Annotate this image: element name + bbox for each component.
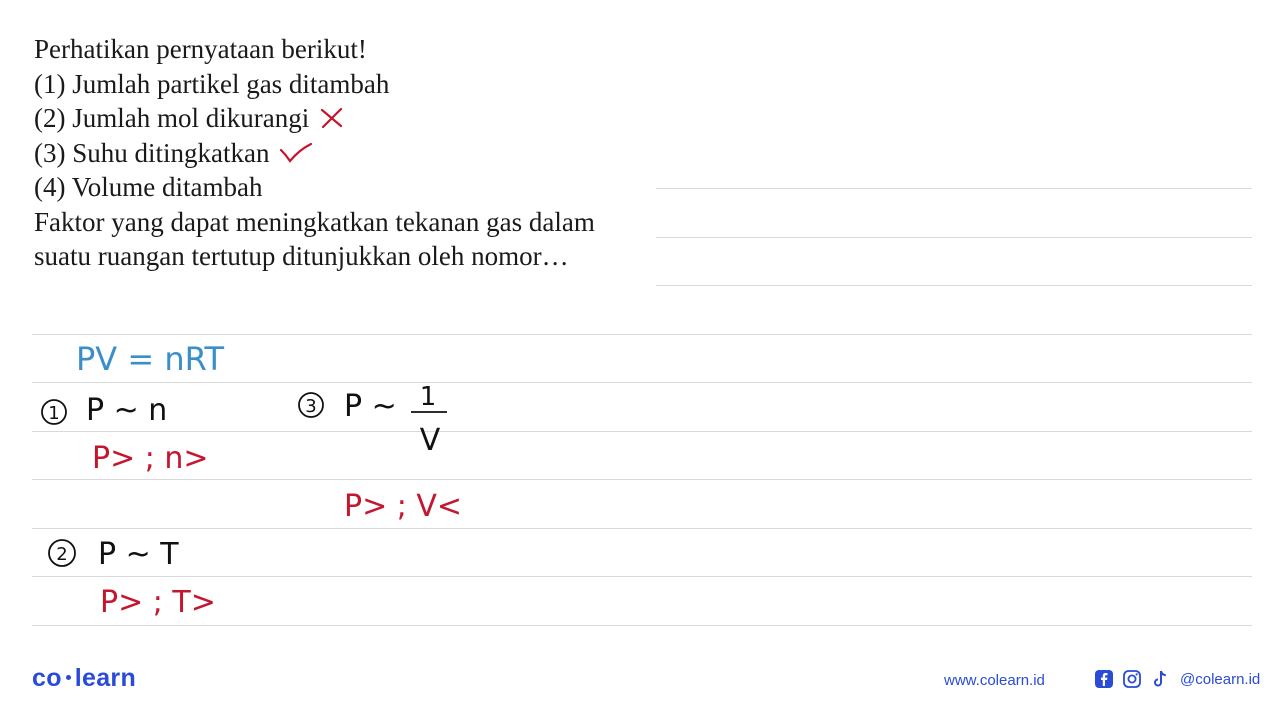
question-prompt-line-2: suatu ruangan tertutup ditunjukkan oleh nomor…: [34, 241, 569, 271]
tiktok-icon[interactable]: [1150, 669, 1170, 689]
logo-dot: [66, 675, 71, 680]
formula-pv-nrt: PV = nRT: [76, 340, 225, 378]
item-3-label: 3: [305, 396, 317, 417]
item-1-result: P> ; n>: [92, 441, 209, 476]
statement-3-text: (3) Suhu ditingkatkan: [34, 137, 270, 168]
item-2-label: 2: [56, 544, 68, 565]
item-2-result: P> ; T>: [100, 585, 216, 620]
item-3-fraction-numerator: 1: [419, 382, 437, 412]
logo-right-text: learn: [74, 664, 137, 692]
item-2-relation: P ~ T: [98, 537, 179, 572]
instagram-icon[interactable]: [1122, 669, 1142, 689]
item-3-relation: P ~: [344, 389, 397, 424]
item-1-relation: P ~ n: [86, 393, 168, 428]
social-handle[interactable]: @colearn.id: [1180, 670, 1261, 688]
question-prompt-line-1: Faktor yang dapat meningkatkan tekanan gas dalam: [34, 206, 595, 237]
statement-2-text: (2) Jumlah mol dikurangi: [34, 103, 310, 133]
item-3-result: P> ; V<: [344, 489, 463, 524]
statement-1-text: (1) Jumlah partikel gas ditambah: [34, 68, 390, 99]
question-line-intro: Perhatikan pernyataan berikut!: [34, 34, 367, 64]
colearn-logo[interactable]: [32, 664, 136, 693]
logo-left-text: co: [32, 664, 62, 692]
statement-4-text: (4) Volume ditambah: [34, 172, 263, 202]
item-3-fraction-denominator: V: [419, 423, 441, 458]
item-1-label: 1: [48, 403, 60, 424]
facebook-icon[interactable]: [1094, 669, 1114, 689]
website-link[interactable]: www.colearn.id: [944, 672, 1045, 689]
social-links: [1094, 669, 1260, 689]
